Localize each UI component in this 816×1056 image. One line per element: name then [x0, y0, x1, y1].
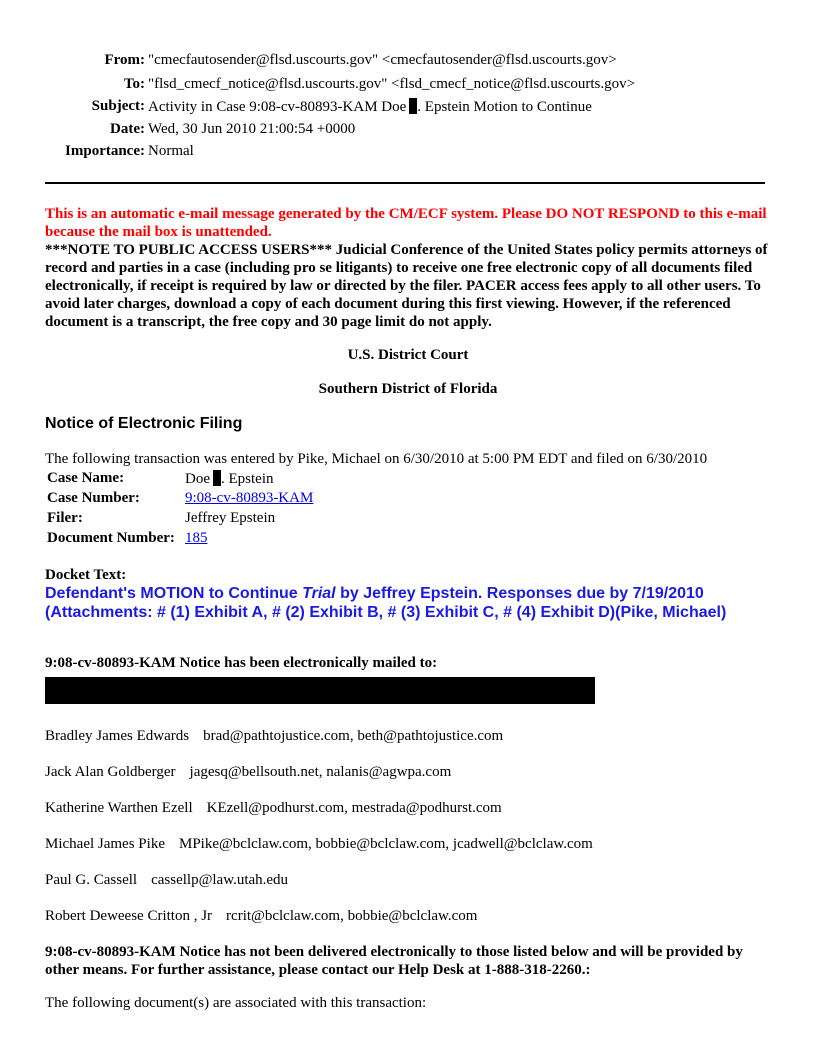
court-name: U.S. District Court: [347, 347, 469, 363]
case-number-link[interactable]: 9:08-cv-80893-KAM: [185, 490, 314, 506]
to-value: "flsd_cmecf_notice@flsd.uscourts.gov" <flsd_cmecf_notice@flsd.uscourts.gov>: [148, 76, 636, 92]
date-value: Wed, 30 Jun 2010 21:00:54 +0000: [148, 121, 356, 137]
public-access-note: ***NOTE TO PUBLIC ACCESS USERS*** Judicial Conference of the United States policy permits attorneys of record and parties in a case (including pro se litigants) to receive one free electronic copy of all documents filed electronically, if receipt is required by law or directed by the filer. PACER access fees apply to all other users. To avoid later charges, download a copy of each document during this first viewing. However, if the referenced document is a transcript, the free copy and 30 page limit do not apply.: [45, 242, 768, 330]
recipient-name: Robert Deweese Critton , Jr: [45, 908, 213, 924]
docket-text: [45, 584, 775, 622]
docket-text-part2: by Jeffrey Epstein. Responses due by 7/19/2010 (Attachments: # (1) Exhibit A, # (2) Exhibit B, # (3) Exhibit C, # (4) Exhibit D)(Pike, Michael): [45, 585, 727, 621]
document-number-link[interactable]: 185: [185, 530, 208, 546]
docket-label: Docket Text:: [45, 567, 127, 583]
date-label: Date:: [110, 121, 145, 137]
associated-docs-text: The following document(s) are associated with this transaction:: [45, 995, 427, 1011]
redacted-recipient-block: [45, 677, 595, 704]
from-label: From:: [104, 52, 145, 68]
case-name-prefix: Doe: [185, 471, 210, 487]
to-label: To:: [123, 76, 145, 92]
docket-text-italic: Trial: [302, 585, 336, 602]
recipient-name: Bradley James Edwards: [45, 728, 190, 744]
case-name-suffix: . Epstein: [221, 471, 274, 487]
redaction-mark: [213, 470, 221, 486]
nef-title: Notice of Electronic Filing: [45, 415, 243, 432]
transaction-text: The following transaction was entered by Pike, Michael on 6/30/2010 at 5:00 PM EDT and filed on 6/30/2010: [45, 451, 708, 467]
filer-label: Filer:: [47, 510, 83, 526]
from-value: "cmecfautosender@flsd.uscourts.gov" <cmecfautosender@flsd.uscourts.gov>: [148, 52, 617, 68]
importance-label: Importance:: [65, 143, 145, 159]
recipient-emails: cassellp@law.utah.edu: [151, 872, 289, 888]
subject-prefix: Activity in Case 9:08-cv-80893-KAM Doe: [148, 99, 407, 115]
recipient-name: Jack Alan Goldberger: [45, 764, 176, 780]
list-item: [45, 728, 503, 745]
list-item: [45, 836, 593, 853]
recipient-name: Katherine Warthen Ezell: [45, 800, 193, 816]
subject-value: [148, 98, 592, 116]
case-number-label: Case Number:: [47, 490, 140, 506]
importance-value: Normal: [148, 143, 194, 159]
recipient-emails: KEzell@podhurst.com, mestrada@podhurst.com: [206, 800, 502, 816]
recipient-emails: jagesq@bellsouth.net, nalanis@agwpa.com: [189, 764, 452, 780]
filer-value: Jeffrey Epstein: [185, 510, 276, 526]
subject-suffix: . Epstein Motion to Continue: [417, 99, 592, 115]
list-item: [45, 908, 477, 925]
recipient-emails: rcrit@bclclaw.com, bobbie@bclclaw.com: [226, 908, 478, 924]
mailed-header: 9:08-cv-80893-KAM Notice has been electronically mailed to:: [45, 655, 438, 671]
auto-message-warning: This is an automatic e-mail message generated by the CM/ECF system. Please DO NOT RESPOND to this e-mail because the mail box is unattended.: [45, 206, 767, 240]
list-item: [45, 764, 451, 781]
not-delivered-notice: 9:08-cv-80893-KAM Notice has not been delivered electronically to those listed below and will be provided by other means. For further assistance, please contact our Help Desk at 1-888-318-2260.:: [45, 944, 743, 978]
document-number-label: Document Number:: [47, 530, 175, 546]
recipient-emails: MPike@bclclaw.com, bobbie@bclclaw.com, jcadwell@bclclaw.com: [178, 836, 593, 852]
recipient-name: Michael James Pike: [45, 836, 165, 852]
recipient-name: Paul G. Cassell: [45, 872, 138, 888]
list-item: [45, 800, 502, 817]
docket-text-part1: Defendant's MOTION to Continue: [45, 585, 303, 602]
court-district: Southern District of Florida: [318, 381, 498, 397]
subject-label: Subject:: [91, 98, 145, 114]
recipient-emails: brad@pathtojustice.com, beth@pathtojustice.com: [203, 728, 504, 744]
case-name-label: Case Name:: [47, 470, 125, 486]
list-item: [45, 872, 288, 889]
header-divider: [45, 182, 765, 184]
case-name-value: [185, 470, 274, 488]
